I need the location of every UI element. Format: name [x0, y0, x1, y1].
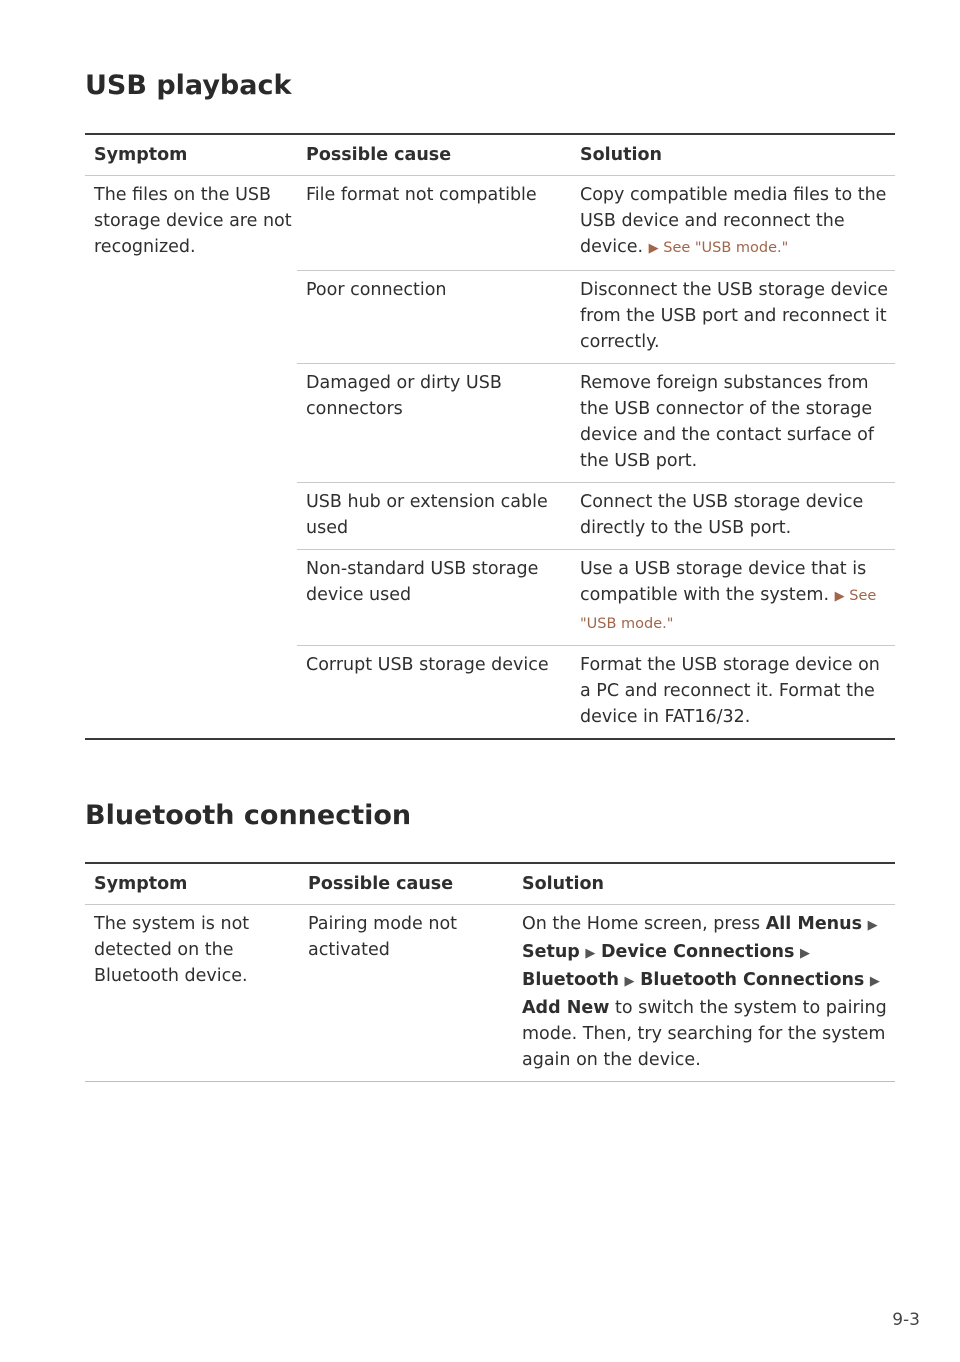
cause-cell: Corrupt USB storage device [297, 646, 571, 740]
reference-text: See "USB mode." [663, 240, 789, 256]
cause-cell: File format not compatible [306, 185, 537, 205]
table-header-row [85, 134, 895, 176]
section-title-bluetooth-connection: Bluetooth connection [85, 800, 412, 831]
triangle-right-icon: ▶ [800, 946, 810, 961]
reference-text: See "USB mode." [580, 588, 877, 632]
solution-text: Copy compatible media files to the USB device and reconnect the device. [580, 185, 887, 257]
symptom-cell: The files on the USB storage device are not recognized. [94, 185, 292, 257]
menu-all-menus: All Menus [765, 914, 863, 934]
header-solution: Solution [571, 134, 895, 176]
solution-cell: Connect the USB storage device directly to the USB port. [571, 483, 895, 550]
triangle-right-icon: ▶ [834, 589, 845, 604]
page-number: 9-3 [892, 1310, 920, 1330]
triangle-right-icon: ▶ [867, 918, 878, 933]
header-solution: Solution [513, 863, 895, 905]
usb-troubleshooting-table [85, 133, 895, 740]
solution-cell: Remove foreign substances from the USB connector of the storage device and the contact surface of the USB port. [571, 364, 895, 483]
solution-cell [513, 905, 895, 1082]
header-possible-cause: Possible cause [299, 863, 513, 905]
cause-cell: USB hub or extension cable used [297, 483, 571, 550]
table-row [85, 176, 895, 271]
menu-setup: Setup [522, 942, 580, 962]
see-usb-mode-link[interactable] [649, 240, 789, 256]
header-symptom: Symptom [85, 134, 297, 176]
section-title-usb-playback: USB playback [85, 70, 292, 101]
cause-cell: Poor connection [297, 271, 571, 364]
menu-bluetooth-connections: Bluetooth Connections [640, 970, 865, 990]
triangle-right-icon: ▶ [869, 974, 880, 989]
triangle-right-icon: ▶ [648, 241, 659, 256]
menu-add-new: Add New [522, 998, 610, 1018]
solution-text: Use a USB storage device that is compatible with the system. [580, 559, 867, 605]
solution-cell [571, 176, 895, 271]
symptom-cell: The system is not detected on the Bluetooth device. [94, 914, 250, 986]
solution-cell [571, 550, 895, 646]
header-possible-cause: Possible cause [297, 134, 571, 176]
triangle-right-icon: ▶ [624, 974, 635, 989]
table-row [85, 905, 895, 1082]
cause-cell: Non-standard USB storage device used [297, 550, 571, 646]
cause-cell: Pairing mode not activated [308, 914, 458, 960]
triangle-right-icon: ▶ [585, 946, 596, 961]
cause-cell: Damaged or dirty USB connectors [297, 364, 571, 483]
menu-bluetooth: Bluetooth [522, 970, 619, 990]
solution-prefix: On the Home screen, press [522, 914, 761, 934]
menu-device-connections: Device Connections [600, 942, 795, 962]
bluetooth-troubleshooting-table [85, 862, 895, 1082]
table-header-row [85, 863, 895, 905]
solution-cell: Format the USB storage device on a PC and reconnect it. Format the device in FAT16/32. [571, 646, 895, 740]
solution-suffix: to switch the system to pairing mode. Then, try searching for the system again on the device. [522, 998, 887, 1070]
solution-cell: Disconnect the USB storage device from the USB port and reconnect it correctly. [571, 271, 895, 364]
header-symptom: Symptom [85, 863, 299, 905]
